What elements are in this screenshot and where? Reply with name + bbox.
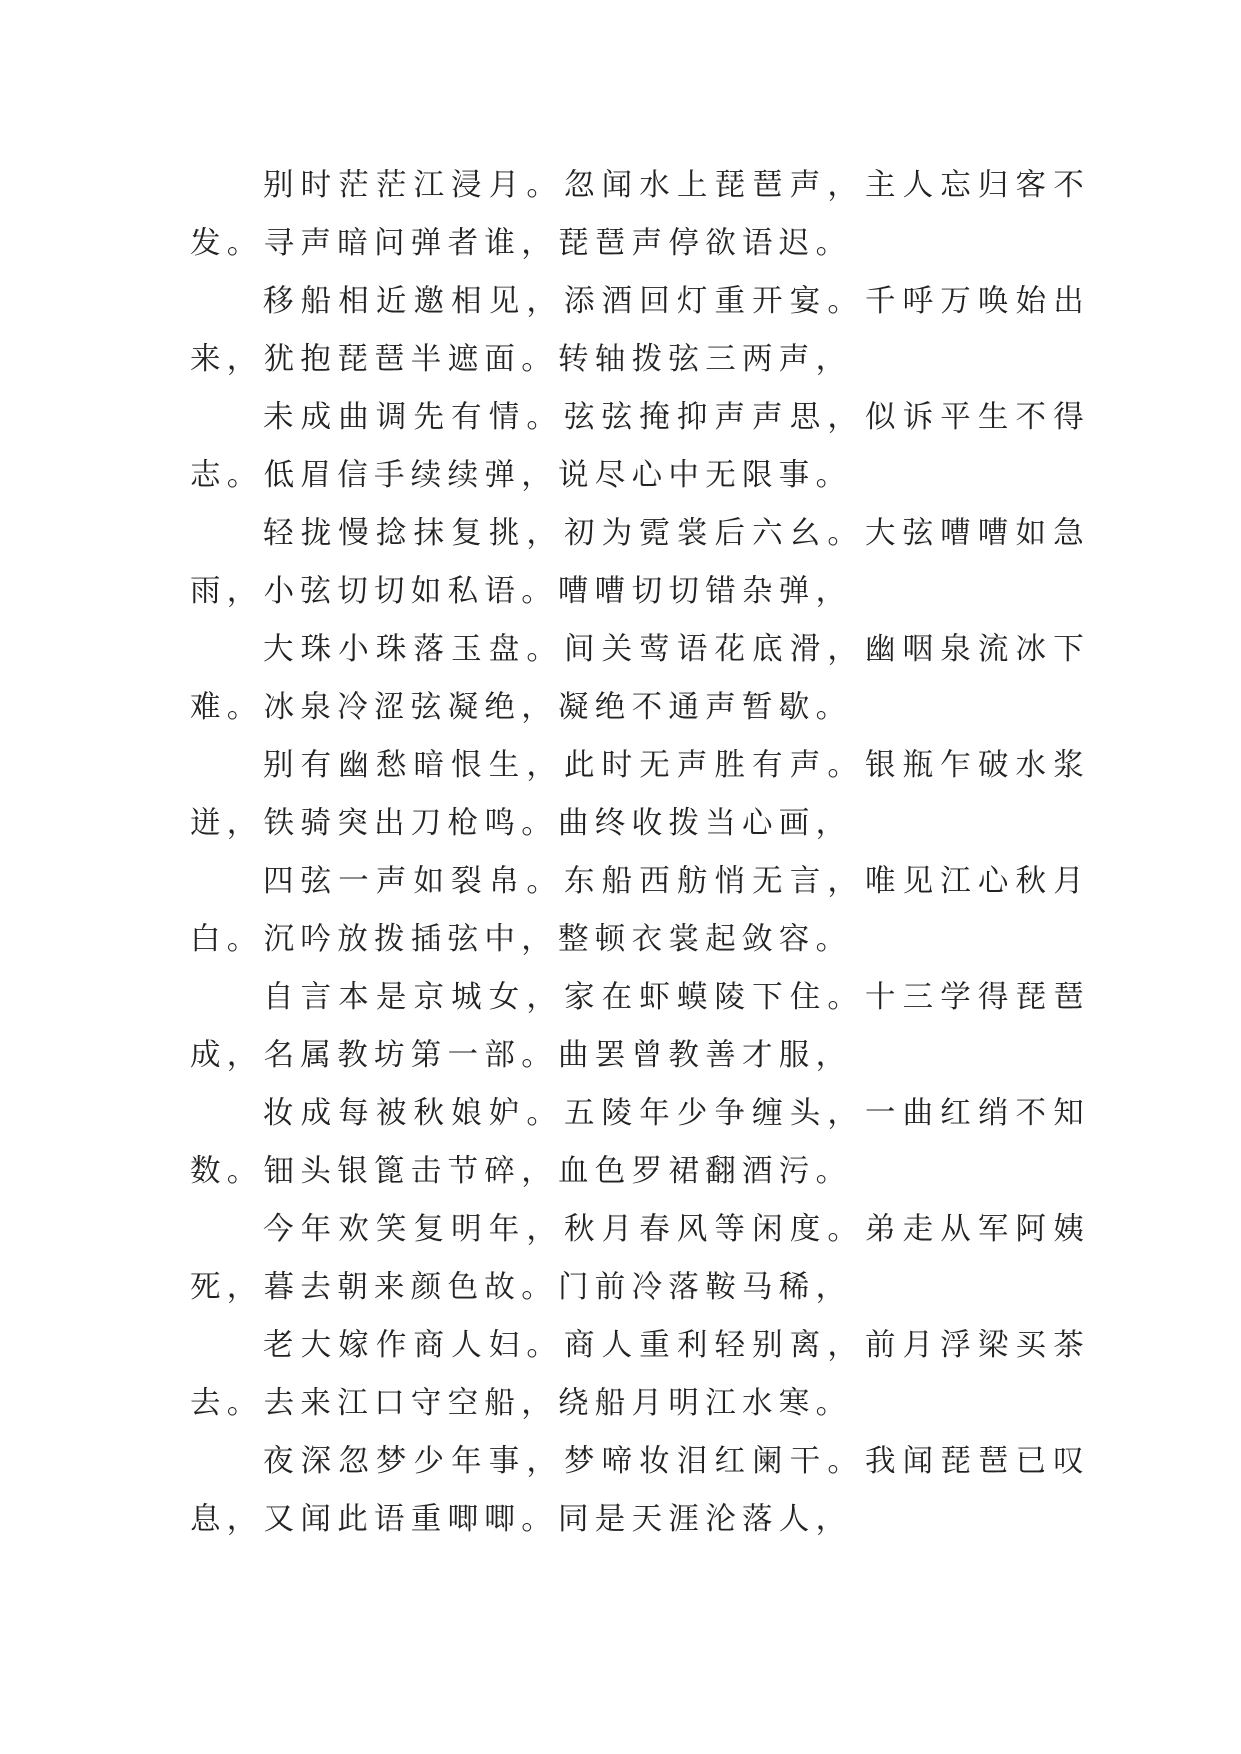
paragraph-8: 自言本是京城女，家在虾蟆陵下住。十三学得琵琶成，名属教坊第一部。曲罢曾教善才服， xyxy=(190,980,1090,1073)
paragraph-4: 轻拢慢捻抹复挑，初为霓裳后六幺。大弦嘈嘈如急雨，小弦切切如私语。嘈嘈切切错杂弹， xyxy=(190,516,1090,609)
paragraph-12: 夜深忽梦少年事，梦啼妆泪红阑干。我闻琵琶已叹息，又闻此语重唧唧。同是天涯沦落人， xyxy=(190,1444,1090,1537)
paragraph-2: 移船相近邀相见，添酒回灯重开宴。千呼万唤始出来，犹抱琵琶半遮面。转轴拨弦三两声， xyxy=(190,284,1090,377)
paragraph-11: 老大嫁作商人妇。商人重利轻别离，前月浮梁买茶去。去来江口守空船，绕船月明江水寒。 xyxy=(190,1328,1090,1421)
paragraph-1: 别时茫茫江浸月。忽闻水上琵琶声，主人忘归客不发。寻声暗问弹者谁，琵琶声停欲语迟。 xyxy=(190,168,1090,261)
poem-body xyxy=(190,157,1090,1549)
paragraph-10: 今年欢笑复明年，秋月春风等闲度。弟走从军阿姨死，暮去朝来颜色故。门前冷落鞍马稀， xyxy=(190,1212,1090,1305)
paragraph-6: 别有幽愁暗恨生，此时无声胜有声。银瓶乍破水浆迸，铁骑突出刀枪鸣。曲终收拨当心画， xyxy=(190,748,1090,841)
paragraph-7: 四弦一声如裂帛。东船西舫悄无言，唯见江心秋月白。沉吟放拨插弦中，整顿衣裳起敛容。 xyxy=(190,864,1090,957)
paragraph-9: 妆成每被秋娘妒。五陵年少争缠头，一曲红绡不知数。钿头银篦击节碎，血色罗裙翻酒污。 xyxy=(190,1096,1090,1189)
paragraph-3: 未成曲调先有情。弦弦掩抑声声思，似诉平生不得志。低眉信手续续弹，说尽心中无限事。 xyxy=(190,400,1090,493)
paragraph-5: 大珠小珠落玉盘。间关莺语花底滑，幽咽泉流冰下难。冰泉冷涩弦凝绝，凝绝不通声暂歇。 xyxy=(190,632,1090,725)
